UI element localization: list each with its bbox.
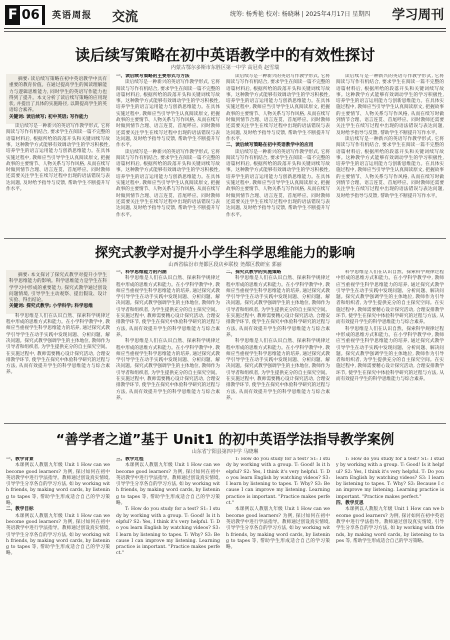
article-1-byline: 内蒙古鄂尔多斯市东胜区第一中学 高冠英 赵雪瑞 (170, 65, 280, 71)
article-3-english-3: T: How do you study for a test? S1: I study by working with a group. T: Good! Is it helpful? S2: Yes, I think it's very helpful. T: Do you learn English by watching videos? S3: I learn by listening to tapes. T: Why? S3: Because I can improve my listening. Learning practice is important. "Practice makes perfect." (336, 457, 444, 500)
article-1-col-4 (336, 74, 444, 236)
article-2-body-5: 科学思维是人们在认识自然、探索科学规律过程中形成的思维方式和能力。在小学科学教学中, 教师应当重视学生科学思维能力的培养, 通过探究式教学引导学生在动手实践中发现问题、分析问题、解决问题。探究式教学强调学生的主体地位, 教师作为引导者和组织者, 为学生提供充分的自主探究空间。在实施过程中, 教师需要精心设计探究活动, 合理安排教学环节, 使学生在探究中体验科学研究的过程与方法, 从而有效提升学生的科学思维能力与综合素养。 (226, 339, 330, 401)
article-3-heading-1: 一、教学背景 (6, 457, 34, 462)
article-3-col-3 (226, 457, 330, 637)
top-rule-thin (4, 31, 446, 32)
masthead (0, 0, 450, 38)
top-rule (4, 28, 446, 29)
article-2-col-2 (116, 270, 220, 420)
article-2-abstract: 摘要: 本文探讨了探究式教学对提升小学生科学思维能力的影响。科学思维能力是学生在科学学习中形成的重要能力, 探究式教学通过创设问题情境, 引导学生主动观察、提出假设、设计实验、得出结论。 (9, 273, 107, 304)
article-2-col-1 (6, 270, 110, 420)
article-1-body-5: 读后续写是一种新兴的英语写作教学形式, 它将阅读与写作有机结合, 要求学生在阅读一篇不完整的语篇材料后, 根据所给的段落开头和关键词续写故事。这种教学方式能够有效调动学生的学习积极性, 培养学生的语言运用能力与创新思维能力。在具体实施过程中, 教师应当引导学生认真阅读原文, 把握故事的主要情节、人物关系与写作风格, 从而在续写时做到情节合理、语言连贯、首尾呼应。同时教师还需要关注学生在续写过程中出现的语法错误与表达问题, 及时给予指导与反馈, 帮助学生不断提升写作水平。 (226, 149, 330, 218)
masthead-meta: 统筹: 杨秀艳 校对: 杨晓琳 | 2025年4月17日 星期四 (230, 11, 371, 18)
article-3-body-4: 本课例以人教版九年级 Unit 1 How can we become good learners? 为例, 探讨如何在初中英语教学中进行学法指导。教师通过创设真实情境, 引导学生分享各自的学习方法, 如 by working with friends, by making word cards, by listening to tapes 等, 帮助学生形成适合自己的学习策略。 (226, 507, 330, 551)
article-3-col-4 (336, 457, 444, 637)
article-2-body-1: 科学思维是人们在认识自然、探索科学规律过程中形成的思维方式和能力。在小学科学教学中, 教师应当重视学生科学思维能力的培养, 通过探究式教学引导学生在动手实践中发现问题、分析问题、解决问题。探究式教学强调学生的主体地位, 教师作为引导者和组织者, 为学生提供充分的自主探究空间。在实施过程中, 教师需要精心设计探究活动, 合理安排教学环节, 使学生在探究中体验科学研究的过程与方法, 从而有效提升学生的科学思维能力与综合素养。 (6, 313, 110, 376)
article-1-col-2 (116, 74, 220, 236)
article-2-col-3 (226, 270, 330, 420)
article-1-abstract-box (6, 74, 110, 124)
article-3-heading-3: 三、教学过程 (116, 457, 144, 462)
article-3-body-5: 本课例以人教版九年级 Unit 1 How can we become good learners? 为例, 探讨如何在初中英语教学中进行学法指导。教师通过创设真实情境, 引导学生分享各自的学习方法, 如 by working with friends, by making word cards, by listening to tapes 等, 帮助学生形成适合自己的学习策略。 (336, 507, 444, 544)
article-1-body-6: 读后续写是一种新兴的英语写作教学形式, 它将阅读与写作有机结合, 要求学生在阅读一篇不完整的语篇材料后, 根据所给的段落开头和关键词续写故事。这种教学方式能够有效调动学生的学习积极性, 培养学生的语言运用能力与创新思维能力。在具体实施过程中, 教师应当引导学生认真阅读原文, 把握故事的主要情节、人物关系与写作风格, 从而在续写时做到情节合理、语言连贯、首尾呼应。同时教师还需要关注学生在续写过程中出现的语法错误与表达问题, 及时给予指导与反馈, 帮助学生不断提升写作水平。 (336, 74, 444, 136)
article-1-keywords: 关键词: 读后续写; 初中英语; 写作能力 (9, 114, 89, 120)
article-2-body-2: 科学思维是人们在认识自然、探索科学规律过程中形成的思维方式和能力。在小学科学教学中, 教师应当重视学生科学思维能力的培养, 通过探究式教学引导学生在动手实践中发现问题、分析问题、解决问题。探究式教学强调学生的主体地位, 教师作为引导者和组织者, 为学生提供充分的自主探究空间。在实施过程中, 教师需要精心设计探究活动, 合理安排教学环节, 使学生在探究中体验科学研究的过程与方法, 从而有效提升学生的科学思维能力与综合素养。 (116, 276, 220, 338)
article-1-body-7: 读后续写是一种新兴的英语写作教学形式, 它将阅读与写作有机结合, 要求学生在阅读一篇不完整的语篇材料后, 根据所给的段落开头和关键词续写故事。这种教学方式能够有效调动学生的学习积极性, 培养学生的语言运用能力与创新思维能力。在具体实施过程中, 教师应当引导学生认真阅读原文, 把握故事的主要情节、人物关系与写作风格, 从而在续写时做到情节合理、语言连贯、首尾呼应。同时教师还需要关注学生在续写过程中出现的语法错误与表达问题, 及时给予指导与反馈, 帮助学生不断提升写作水平。 (336, 136, 444, 199)
article-1-col-3 (226, 74, 330, 236)
article-3-heading-2: 二、教学目标 (6, 507, 34, 513)
article-2-byline: 山西省临汾市尧都区段店乡联校 尧都区教研室 郭丽 (168, 262, 282, 268)
article-2-col-4 (336, 270, 444, 420)
article-3-english-2: T: How do you study for a test? S1: I study by working with a group. T: Good! Is it helpful? S2: Yes, I think it's very helpful. T: Do you learn English by watching videos? S3: I learn by listening to tapes. T: Why? S3: Because I can improve my listening. Learning practice is important. "Practice makes perfect." (226, 457, 330, 507)
article-1-col-1 (6, 74, 110, 236)
article-1-heading-1: 一、读后续写策略的主要形式与方法 (116, 74, 190, 79)
article-3-title: “善学者之道”基于 Unit1 的初中英语学法指导教学案例 (55, 432, 395, 448)
page-number-box: F 06 (5, 5, 45, 25)
article-1-abstract: 摘要: 读后续写策略在初中英语教学中具有重要的教育价值。在通过提高学生的阅读理解能力与逻辑思维能力, 同时学生的英语写作能力也得到了提升。本文分析了读后续写策略的应用现状, 并提出了具体的实施路径, 以期提高学生的英语综合素养。 (9, 77, 107, 114)
article-2-heading-1: 一、科学思维能力的内涵 (116, 270, 167, 275)
brand-logo: 英语周报 (52, 11, 93, 21)
page-number: 06 (20, 6, 42, 26)
article-1-body-1: 读后续写是一种新兴的英语写作教学形式, 它将阅读与写作有机结合, 要求学生在阅读一篇不完整的语篇材料后, 根据所给的段落开头和关键词续写故事。这种教学方式能够有效调动学生的学习积极性, 培养学生的语言运用能力与创新思维能力。在具体实施过程中, 教师应当引导学生认真阅读原文, 把握故事的主要情节、人物关系与写作风格, 从而在续写时做到情节合理、语言连贯、首尾呼应。同时教师还需要关注学生在续写过程中出现的语法错误与表达问题, 及时给予指导与反馈, 帮助学生不断提升写作水平。 (6, 124, 110, 193)
article-1-body-4: 读后续写是一种新兴的英语写作教学形式, 它将阅读与写作有机结合, 要求学生在阅读一篇不完整的语篇材料后, 根据所给的段落开头和关键词续写故事。这种教学方式能够有效调动学生的学习积极性, 培养学生的语言运用能力与创新思维能力。在具体实施过程中, 教师应当引导学生认真阅读原文, 把握故事的主要情节、人物关系与写作风格, 从而在续写时做到情节合理、语言连贯、首尾呼应。同时教师还需要关注学生在续写过程中出现的语法错误与表达问题, 及时给予指导与反馈, 帮助学生不断提升写作水平。 (226, 74, 330, 142)
article-divider-1 (4, 238, 446, 239)
article-2-abstract-box (6, 270, 110, 314)
article-divider-2 (4, 423, 446, 424)
article-2-keywords: 关键词: 探究式教学; 小学科学; 科学思维 (9, 304, 93, 310)
article-3-col-2 (116, 457, 220, 637)
article-1-heading-2: 二、读后续写策略在初中英语教学中的应用 (226, 143, 314, 149)
article-1-body-2: 读后续写是一种新兴的英语写作教学形式, 它将阅读与写作有机结合, 要求学生在阅读一篇不完整的语篇材料后, 根据所给的段落开头和关键词续写故事。这种教学方式能够有效调动学生的学习积极性, 培养学生的语言运用能力与创新思维能力。在具体实施过程中, 教师应当引导学生认真阅读原文, 把握故事的主要情节、人物关系与写作风格, 从而在续写时做到情节合理、语言连贯、首尾呼应。同时教师还需要关注学生在续写过程中出现的语法错误与表达问题, 及时给予指导与反馈, 帮助学生不断提升写作水平。 (116, 80, 220, 149)
article-2-title: 探究式教学对提升小学生科学思维能力的影响 (94, 246, 355, 261)
article-3-heading-4: 四、教学反思 (336, 501, 364, 507)
weekly-label: 学习周刊 (391, 8, 444, 23)
article-3-byline: 山东省宁阳县第四中学 马晓琳 (191, 449, 259, 455)
article-3-body-3: 本课例以人教版九年级 Unit 1 How can we become good learners? 为例, 探讨如何在初中英语教学中进行学法指导。教师通过创设真实情境, 引导学生分享各自的学习方法, 如 by working with friends, by making word cards, by listening to tapes 等, 帮助学生形成适合自己的学习策略。 (116, 463, 220, 507)
article-3-body-1: 本课例以人教版九年级 Unit 1 How can we become good learners? 为例, 探讨如何在初中英语教学中进行学法指导。教师通过创设真实情境, 引导学生分享各自的学习方法, 如 by working with friends, by making word cards, by listening to tapes 等, 帮助学生形成适合自己的学习策略。 (6, 463, 110, 507)
article-2-body-4: 科学思维是人们在认识自然、探索科学规律过程中形成的思维方式和能力。在小学科学教学中, 教师应当重视学生科学思维能力的培养, 通过探究式教学引导学生在动手实践中发现问题、分析问题、解决问题。探究式教学强调学生的主体地位, 教师作为引导者和组织者, 为学生提供充分的自主探究空间。在实施过程中, 教师需要精心设计探究活动, 合理安排教学环节, 使学生在探究中体验科学研究的过程与方法, 从而有效提升学生的科学思维能力与综合素养。 (226, 276, 330, 338)
article-2-body-7: 科学思维是人们在认识自然、探索科学规律过程中形成的思维方式和能力。在小学科学教学中, 教师应当重视学生科学思维能力的培养, 通过探究式教学引导学生在动手实践中发现问题、分析问题、解决问题。探究式教学强调学生的主体地位, 教师作为引导者和组织者, 为学生提供充分的自主探究空间。在实施过程中, 教师需要精心设计探究活动, 合理安排教学环节, 使学生在探究中体验科学研究的过程与方法, 从而有效提升学生的科学思维能力与综合素养。 (336, 326, 444, 383)
article-2-body-3: 科学思维是人们在认识自然、探索科学规律过程中形成的思维方式和能力。在小学科学教学中, 教师应当重视学生科学思维能力的培养, 通过探究式教学引导学生在动手实践中发现问题、分析问题、解决问题。探究式教学强调学生的主体地位, 教师作为引导者和组织者, 为学生提供充分的自主探究空间。在实施过程中, 教师需要精心设计探究活动, 合理安排教学环节, 使学生在探究中体验科学研究的过程与方法, 从而有效提升学生的科学思维能力与综合素养。 (116, 339, 220, 401)
article-2-heading-2: 二、探究式教学的实施策略 (226, 270, 282, 275)
article-3-body-2: 本课例以人教版九年级 Unit 1 How can we become good learners? 为例, 探讨如何在初中英语教学中进行学法指导。教师通过创设真实情境, 引导学生分享各自的学习方法, 如 by working with friends, by making word cards, by listening to tapes 等, 帮助学生形成适合自己的学习策略。 (6, 513, 110, 557)
article-1-body-3: 读后续写是一种新兴的英语写作教学形式, 它将阅读与写作有机结合, 要求学生在阅读一篇不完整的语篇材料后, 根据所给的段落开头和关键词续写故事。这种教学方式能够有效调动学生的学习积极性, 培养学生的语言运用能力与创新思维能力。在具体实施过程中, 教师应当引导学生认真阅读原文, 把握故事的主要情节、人物关系与写作风格, 从而在续写时做到情节合理、语言连贯、首尾呼应。同时教师还需要关注学生在续写过程中出现的语法错误与表达问题, 及时给予指导与反馈, 帮助学生不断提升写作水平。 (116, 149, 220, 218)
article-2-body-6: 科学思维是人们在认识自然、探索科学规律过程中形成的思维方式和能力。在小学科学教学中, 教师应当重视学生科学思维能力的培养, 通过探究式教学引导学生在动手实践中发现问题、分析问题、解决问题。探究式教学强调学生的主体地位, 教师作为引导者和组织者, 为学生提供充分的自主探究空间。在实施过程中, 教师需要精心设计探究活动, 合理安排教学环节, 使学生在探究中体验科学研究的过程与方法, 从而有效提升学生的科学思维能力与综合素养。 (336, 270, 444, 326)
article-3-english-1: T: How do you study for a test? S1: I study by working with a group. T: Good! Is it helpful? S2: Yes, I think it's very helpful. T: Do you learn English by watching videos? S3: I learn by listening to tapes. T: Why? S3: Because I can improve my listening. Learning practice is important. "Practice makes perfect." (116, 507, 220, 557)
section-name: 交流 (112, 10, 139, 25)
article-1-title: 读后续写策略在初中英语教学中的有效性探讨 (74, 46, 375, 64)
article-3-col-1 (6, 457, 110, 637)
